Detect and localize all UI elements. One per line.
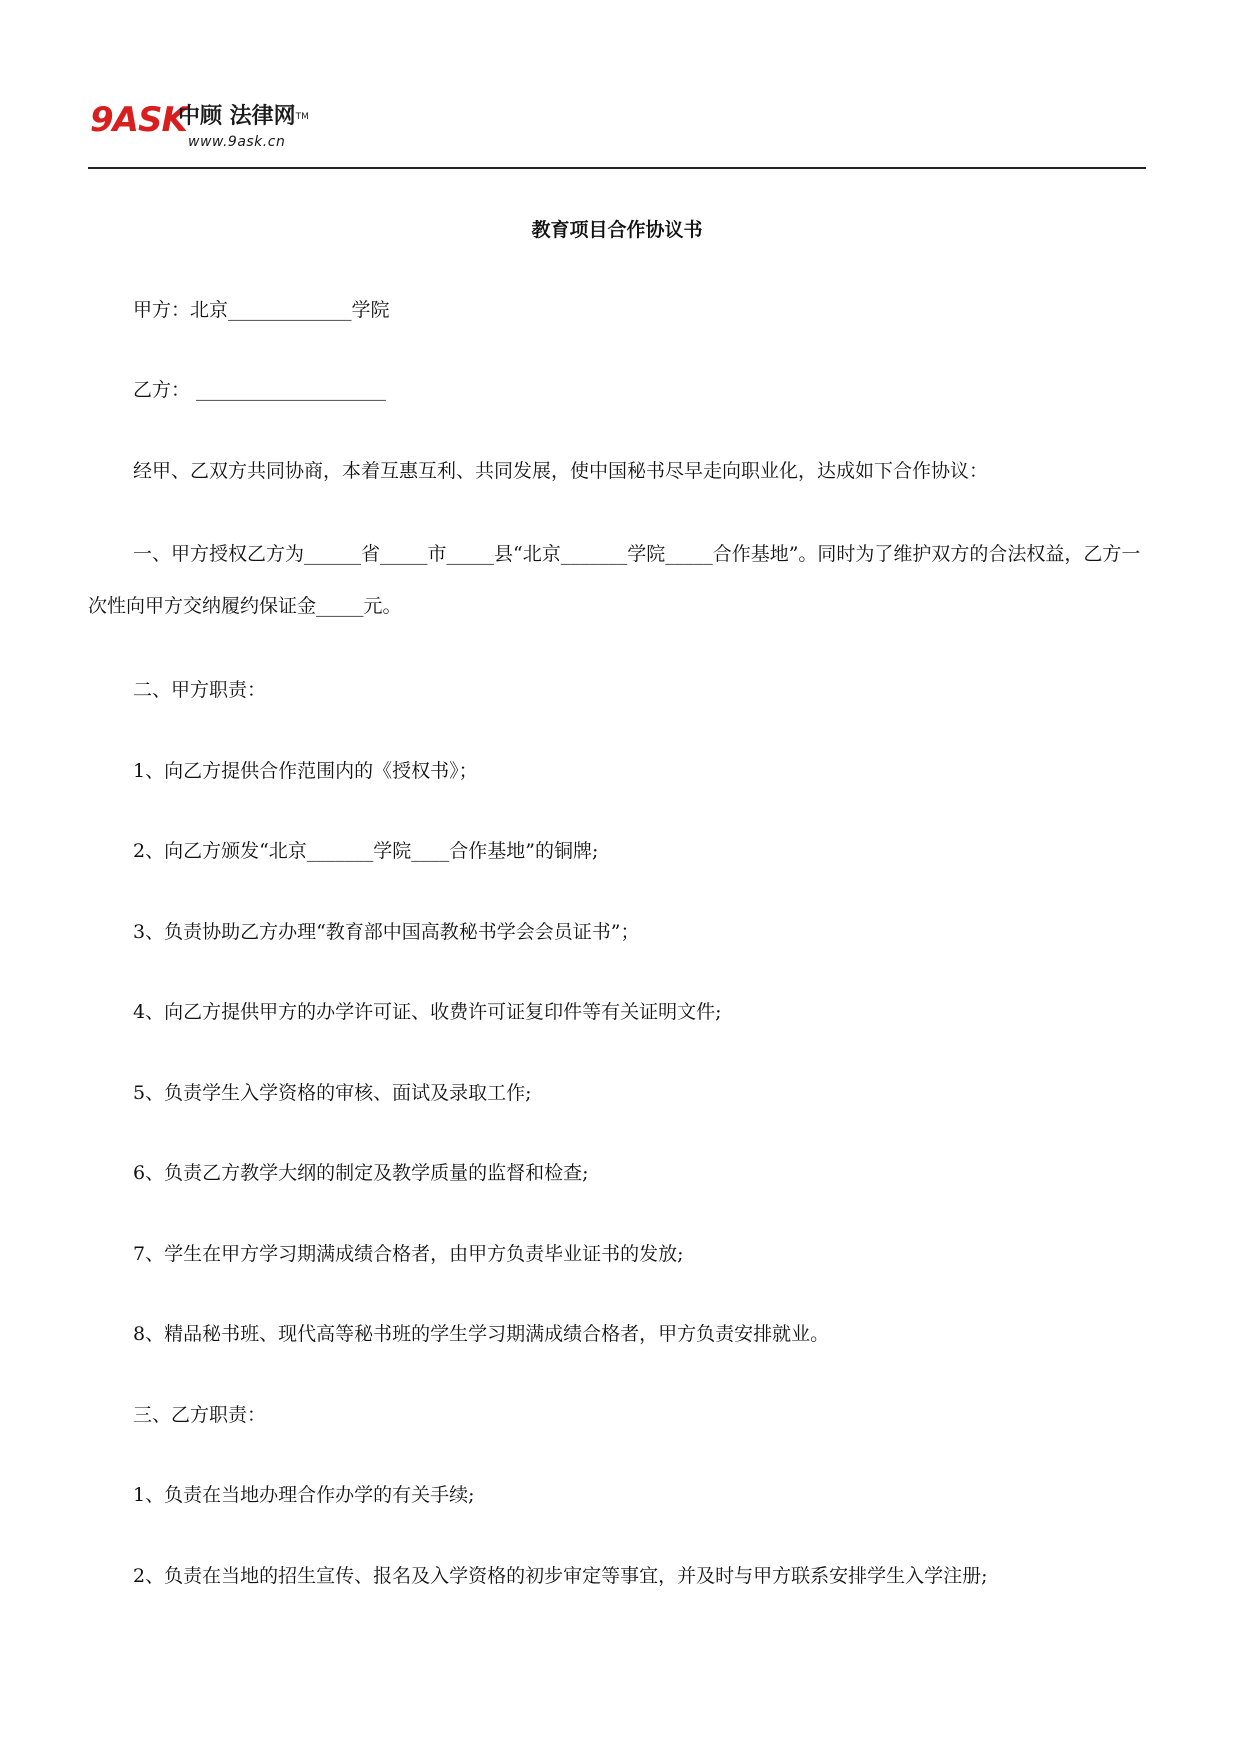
trademark-mark: TM	[295, 112, 309, 122]
section-2-item: 4、向乙方提供甲方的办学许可证、收费许可证复印件等有关证明文件;	[133, 1001, 722, 1023]
logo-text	[178, 104, 309, 130]
header-divider	[88, 167, 1146, 169]
section-2-item: 6、负责乙方教学大纲的制定及教学质量的监督和检查;	[133, 1162, 589, 1184]
clause-1-paragraph: 一、甲方授权乙方为______省_____市_____县“北京_______学院_____合作基地”。同时为了维护双方的合法权益，乙方一次性向甲方交纳履约保证金_____元。	[88, 543, 1141, 617]
site-logo[interactable]	[90, 100, 330, 160]
section-2-item: 7、学生在甲方学习期满成绩合格者，由甲方负责毕业证书的发放;	[133, 1243, 684, 1265]
section-2-item: 2、向乙方颁发“北京_______学院____合作基地”的铜牌;	[133, 840, 599, 862]
party-a-line: 甲方：北京_____________学院	[133, 299, 390, 321]
section-3-item: 2、负责在当地的招生宣传、报名及入学资格的初步审定等事宜，并及时与甲方联系安排学生入学注册;	[133, 1565, 988, 1587]
page-header	[88, 100, 1146, 170]
intro-paragraph: 经甲、乙双方共同协商，本着互惠互利、共同发展，使中国秘书尽早走向职业化，达成如下合作协议：	[133, 460, 989, 482]
section-2-item: 3、负责协助乙方办理“教育部中国高教秘书学会会员证书”；	[133, 921, 640, 943]
logo-url: www.9ask.cn	[188, 134, 286, 150]
document-title: 教育项目合作协议书	[531, 219, 703, 241]
logo-name: 中顾 法律网	[178, 104, 296, 129]
section-3-item: 1、负责在当地办理合作办学的有关手续;	[133, 1484, 475, 1506]
section-2-item: 1、向乙方提供合作范围内的《授权书》；	[133, 760, 478, 782]
party-b-line: 乙方： ____________________	[133, 379, 387, 401]
section-2-item: 8、精品秘书班、现代高等秘书班的学生学习期满成绩合格者，甲方负责安排就业。	[133, 1323, 830, 1345]
section-3-heading: 三、乙方职责：	[133, 1404, 267, 1426]
section-2-item: 5、负责学生入学资格的审核、面试及录取工作;	[133, 1082, 532, 1104]
section-2-heading: 二、甲方职责：	[133, 679, 267, 701]
logo-mark: 9ASK	[90, 100, 187, 140]
